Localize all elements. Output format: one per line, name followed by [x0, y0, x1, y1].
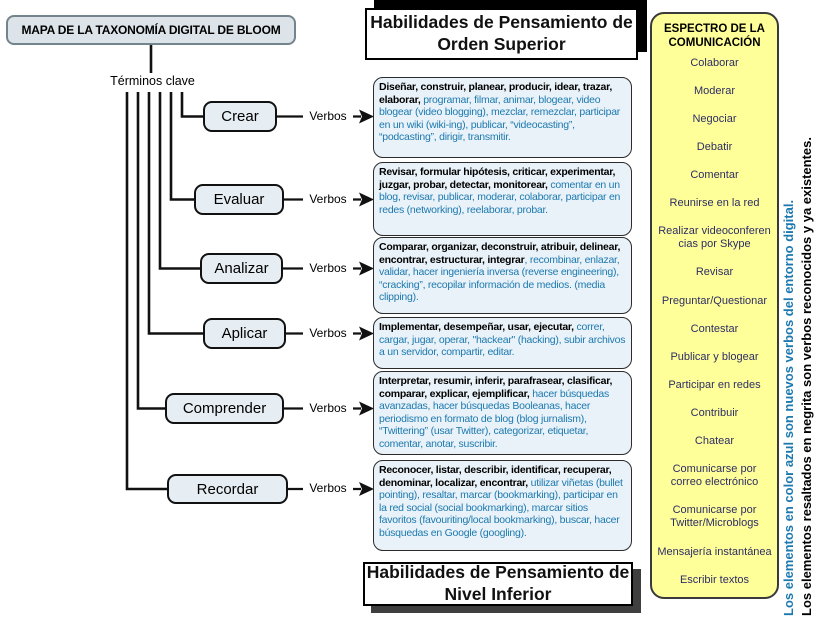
- verbs-bold-text: Interpretar, resumir, inferir, parafrasear, clasificar, comparar, explicar, ejemplificar,: [379, 375, 613, 400]
- verbs-blue-text: correr, cargar, jugar, operar, "hackear" (hacking), subir archivos a un servidor, compartir, editar.: [379, 321, 626, 359]
- verbs-box-analizar: [373, 237, 632, 314]
- verbos-label: Verbos: [303, 109, 353, 125]
- verbos-label: Verbos: [303, 261, 353, 277]
- header-higher-order: Habilidades de Pensamiento de Orden Superior: [365, 8, 638, 60]
- spectrum-item: Contribuir: [690, 406, 739, 419]
- verbs-box-recordar: [373, 460, 632, 551]
- verbs-bold-text: Comparar, organizar, deconstruir, atribuir, delinear, encontrar, estructurar, integrar: [379, 241, 621, 266]
- verbos-label: Verbos: [303, 401, 353, 417]
- level-box-crear: Crear: [203, 101, 277, 132]
- communication-spectrum-panel: [650, 12, 779, 599]
- spectrum-item: Preguntar/Questionar: [661, 294, 768, 307]
- spectrum-item: Revisar: [695, 266, 734, 279]
- spectrum-item: Realizar videoconferen cias por Skype: [658, 225, 771, 251]
- verbs-box-crear: [373, 77, 632, 158]
- verbs-blue-text: , recombinar, enlazar, validar, hacer ingeniería inversa (reverse engineering), “cracking”, recopilar información de medios. (media clipping).: [379, 253, 620, 304]
- verbs-bold-text: Implementar, desempeñar, usar, ejecutar,: [379, 321, 577, 333]
- verbos-label: Verbos: [303, 192, 353, 208]
- verbs-blue-text: programar, filmar, animar, blogear, video blogear (video blogging), mezclar, remezclar, participar en un wiki (wiki-ing), publicar, “videocasting”, “podcasting”, dirigir, transmitir.: [379, 93, 621, 144]
- spectrum-item: Colaborar: [690, 56, 739, 69]
- spectrum-item: Comunicarse por correo electrónico: [670, 463, 759, 489]
- key-terms-label: Términos clave: [110, 74, 195, 88]
- verbos-label: Verbos: [303, 481, 353, 497]
- arrow-icon: [359, 110, 374, 497]
- spectrum-item-list: [657, 57, 772, 587]
- legend-rotated: [780, 0, 818, 620]
- spectrum-item: Comunicarse por Twitter/Microblogs: [670, 504, 759, 530]
- verbos-label: Verbos: [303, 326, 353, 342]
- verbs-box-aplicar: [373, 317, 632, 369]
- spectrum-item: Negociar: [692, 112, 737, 125]
- verbs-box-evaluar: [373, 162, 632, 236]
- spectrum-item: Mensajería instantánea: [657, 545, 772, 558]
- spectrum-item: Debatir: [696, 140, 733, 153]
- spectrum-item: Reunirse en la red: [669, 197, 760, 210]
- spectrum-title: ESPECTRO DE LA COMUNICACIÓN: [664, 23, 765, 50]
- verbs-bold-text: Revisar, formular hipótesis, criticar, experimentar, juzgar, probar, detectar, monitorear,: [379, 166, 616, 191]
- header-lower-order: Habilidades de Pensamiento de Nivel Inferior: [363, 562, 633, 606]
- verbs-blue-text: comentar en un blog, revisar, publicar, moderar, colaborar, participar en redes (networking), reelaborar, probar.: [379, 178, 621, 216]
- spectrum-item: Contestar: [690, 322, 739, 335]
- legend-blue-note: Los elementos en color azul son nuevos verbos del entorno digital.: [781, 199, 796, 616]
- verbs-bold-text: Diseñar, construir, planear, producir, idear, trazar, elaborar,: [379, 81, 613, 106]
- level-box-aplicar: Aplicar: [203, 318, 286, 349]
- level-box-evaluar: Evaluar: [194, 184, 284, 215]
- spectrum-item: Chatear: [694, 434, 735, 447]
- legend-black-note: Los elementos resaltados en negrita son verbos reconocidos y ya existentes.: [799, 136, 814, 616]
- taxonomy-title-box: MAPA DE LA TAXONOMÍA DIGITAL DE BLOOM: [6, 15, 296, 45]
- verbs-box-comprender: [373, 371, 632, 455]
- spectrum-item: Publicar y blogear: [670, 350, 759, 363]
- spectrum-item: Comentar: [690, 169, 739, 182]
- level-box-analizar: Analizar: [200, 253, 283, 284]
- spectrum-item: Escribir textos: [679, 573, 750, 586]
- spectrum-item: Moderar: [694, 84, 735, 97]
- level-box-recordar: Recordar: [167, 474, 288, 504]
- verbs-blue-text: hacer búsquedas avanzadas, hacer búsquedas Booleanas, hacer periodismo en formato de blog (blog jurnalism), “Twittering” (usar Twitter), categorizar, etiquetar, comentar, anotar, suscribir.: [379, 387, 609, 450]
- level-box-comprender: Comprender: [165, 393, 284, 424]
- verbs-bold-text: Reconocer, listar, describir, identificar, recuperar, denominar, localizar, encontrar,: [379, 464, 612, 489]
- spectrum-item: Participar en redes: [668, 378, 761, 391]
- verbs-blue-text: utilizar viñetas (bullet pointing), resaltar, marcar (bookmarking), participar en la red social (social bookmarking), marcar sitios favoritos (favouriting/local bookmarking), buscar, hacer búsquedas en Google (googling).: [379, 476, 623, 539]
